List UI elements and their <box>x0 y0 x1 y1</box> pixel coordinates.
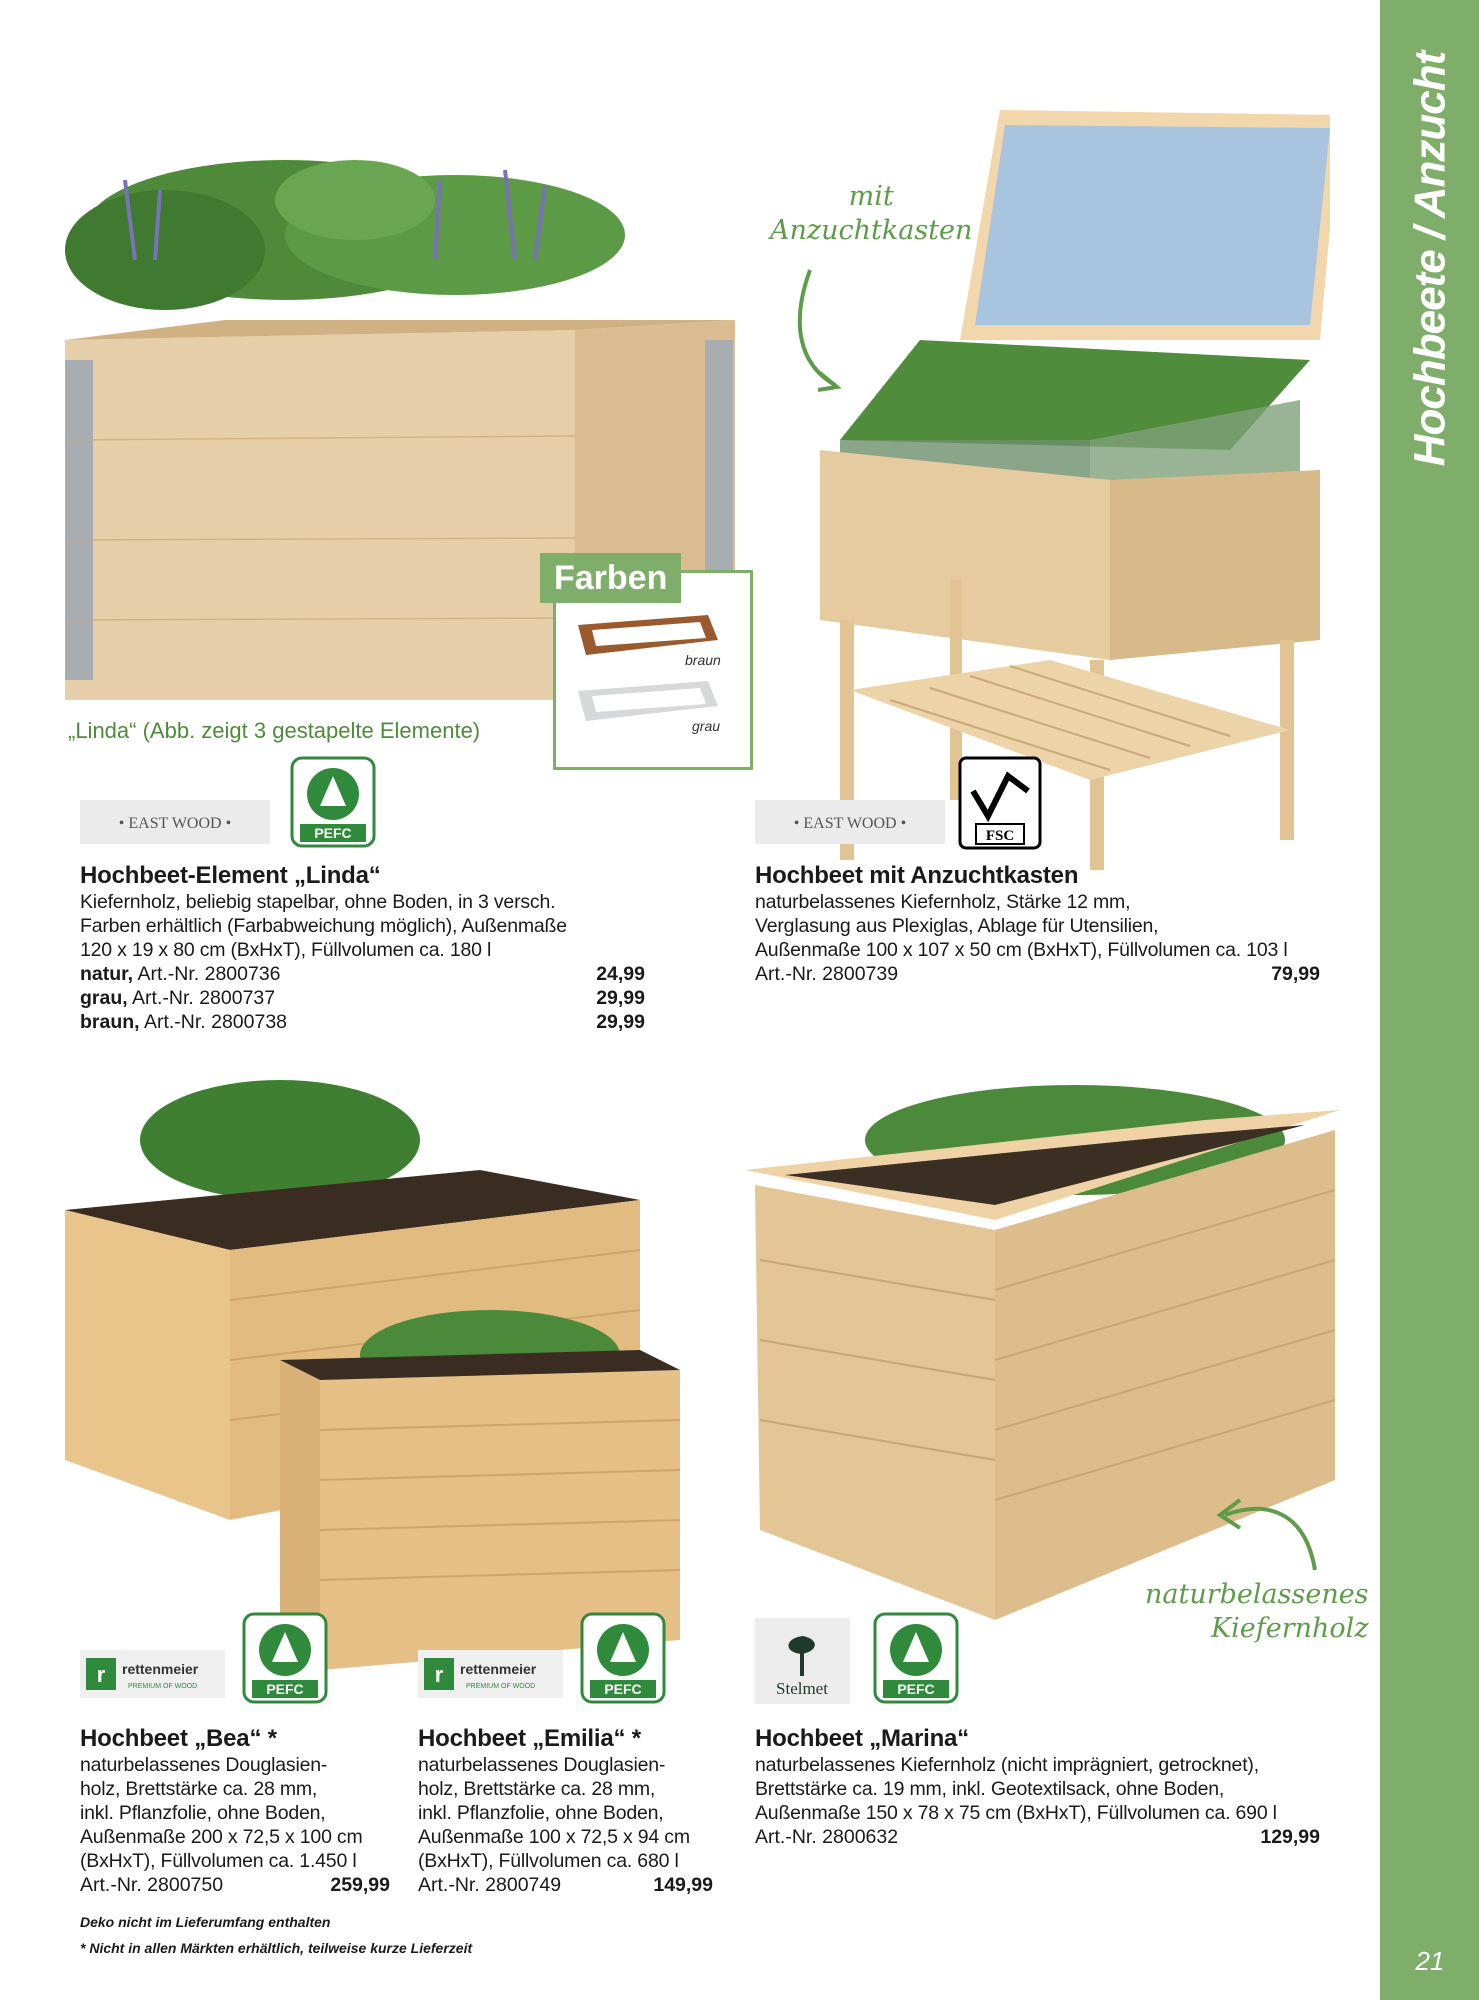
rettenmeier-text: rettenmeier <box>122 1661 199 1677</box>
product-desc-line: (BxHxT), Füllvolumen ca. 680 l <box>418 1850 679 1872</box>
footnote-deko: Deko nicht im Lieferumfang enthalten <box>80 1914 331 1930</box>
anzucht-handnote: mit Anzuchtkasten <box>770 181 973 246</box>
svg-text:r: r <box>96 1662 106 1687</box>
article-row: Art.-Nr. 2800632 129,99 <box>755 1826 1320 1848</box>
product-title: Hochbeet „Bea“ * <box>80 1725 277 1752</box>
article-row: Art.-Nr. 2800750 259,99 <box>80 1874 390 1896</box>
pefc-logo-marina <box>873 1612 959 1704</box>
fsc-text: FSC <box>985 828 1015 844</box>
section-title: Hochbeete / Anzucht <box>1405 51 1455 467</box>
eastwood-logo-anzucht <box>755 800 945 844</box>
product-desc-line: Farben erhältlich (Farbabweichung möglich), Außenmaße <box>80 915 567 937</box>
product-desc-line: Kiefernholz, beliebig stapelbar, ohne Boden, in 3 versch. <box>80 891 556 913</box>
eastwood-logo-linda <box>80 800 270 844</box>
product-desc-line: (BxHxT), Füllvolumen ca. 1.450 l <box>80 1850 357 1872</box>
anzucht-arrow <box>790 265 850 395</box>
article-row: Art.-Nr. 2800739 79,99 <box>755 963 1320 985</box>
pefc-logo-linda <box>290 756 376 848</box>
product-title: Hochbeet „Marina“ <box>755 1725 969 1752</box>
bea-emilia-photo <box>60 1080 700 1680</box>
product-title: Hochbeet „Emilia“ * <box>418 1725 641 1752</box>
product-desc-line: holz, Brettstärke ca. 28 mm, <box>418 1778 656 1800</box>
wood-arrow <box>1205 1490 1325 1580</box>
price: 149,99 <box>653 1874 713 1896</box>
product-desc-line: naturbelassenes Douglasien- <box>80 1754 328 1776</box>
product-bea <box>80 1725 390 1897</box>
rettenmeier-subtext: PREMIUM OF WOOD <box>466 1683 536 1690</box>
svg-text:r: r <box>434 1662 444 1687</box>
footnote-availability: * Nicht in allen Märkten erhältlich, teilweise kurze Lieferzeit <box>80 1940 473 1956</box>
product-anzucht <box>755 862 1320 986</box>
product-desc-line: naturbelassenes Kiefernholz (nicht imprägniert, getrocknet), <box>755 1754 1259 1776</box>
product-title: Hochbeet mit Anzuchtkasten <box>755 862 1079 889</box>
product-desc-line: Verglasung aus Plexiglas, Ablage für Utensilien, <box>755 915 1159 937</box>
price: 29,99 <box>596 987 645 1009</box>
rettenmeier-subtext: PREMIUM OF WOOD <box>128 1683 198 1690</box>
page-number: 21 <box>1415 1946 1445 1976</box>
product-desc-line: inkl. Pflanzfolie, ohne Boden, <box>80 1802 326 1824</box>
wood-handnote: naturbelassenes Kiefernholz <box>1145 1579 1369 1644</box>
product-desc-line: inkl. Pflanzfolie, ohne Boden, <box>418 1802 664 1824</box>
pefc-text: PEFC <box>604 1681 642 1697</box>
variant-row: braun, Art.-Nr. 2800738 29,99 <box>80 1011 645 1033</box>
article-row: Art.-Nr. 2800749 149,99 <box>418 1874 713 1896</box>
product-desc-line: 120 x 19 x 80 cm (BxHxT), Füllvolumen ca. 180 l <box>80 939 492 961</box>
product-linda <box>80 862 645 1034</box>
price: 129,99 <box>1260 1826 1320 1848</box>
rettenmeier-logo-emilia <box>418 1650 563 1698</box>
swatch-grey-label: grau <box>692 718 721 734</box>
color-options-title: Farben <box>540 553 681 603</box>
product-desc-line: naturbelassenes Douglasien- <box>418 1754 666 1776</box>
price: 259,99 <box>330 1874 390 1896</box>
product-desc-line: holz, Brettstärke ca. 28 mm, <box>80 1778 318 1800</box>
pefc-text: PEFC <box>314 825 352 841</box>
product-desc-line: Außenmaße 200 x 72,5 x 100 cm <box>80 1826 363 1848</box>
product-desc-line: Außenmaße 100 x 72,5 x 94 cm <box>418 1826 690 1848</box>
pefc-text: PEFC <box>897 1681 935 1697</box>
stelmet-logo <box>755 1618 850 1704</box>
price: 29,99 <box>596 1011 645 1033</box>
product-desc-line: Außenmaße 150 x 78 x 75 cm (BxHxT), Füllvolumen ca. 690 l <box>755 1802 1277 1824</box>
pefc-logo-emilia <box>580 1612 666 1704</box>
product-desc-line: naturbelassenes Kiefernholz, Stärke 12 mm, <box>755 891 1131 913</box>
price: 24,99 <box>596 963 645 985</box>
product-emilia <box>418 1725 713 1897</box>
pefc-logo-bea <box>242 1612 328 1704</box>
eastwood-text: • EAST WOOD • <box>793 815 907 832</box>
eastwood-text: • EAST WOOD • <box>118 815 232 832</box>
rettenmeier-text: rettenmeier <box>460 1661 537 1677</box>
swatch-brown-label: braun <box>685 652 721 668</box>
linda-image-caption: „Linda“ (Abb. zeigt 3 gestapelte Elemente) <box>68 718 481 743</box>
pefc-text: PEFC <box>266 1681 304 1697</box>
rettenmeier-logo-bea <box>80 1650 225 1698</box>
variant-row: grau, Art.-Nr. 2800737 29,99 <box>80 987 645 1009</box>
product-desc-line: Brettstärke ca. 19 mm, inkl. Geotextilsack, ohne Boden, <box>755 1778 1225 1800</box>
price: 79,99 <box>1271 963 1320 985</box>
fsc-logo <box>958 756 1042 850</box>
product-marina <box>755 1725 1320 1849</box>
stelmet-text: Stelmet <box>776 1679 828 1698</box>
variant-row: natur, Art.-Nr. 2800736 24,99 <box>80 963 645 985</box>
product-title: Hochbeet-Element „Linda“ <box>80 862 381 889</box>
product-desc-line: Außenmaße 100 x 107 x 50 cm (BxHxT), Füllvolumen ca. 103 l <box>755 939 1288 961</box>
